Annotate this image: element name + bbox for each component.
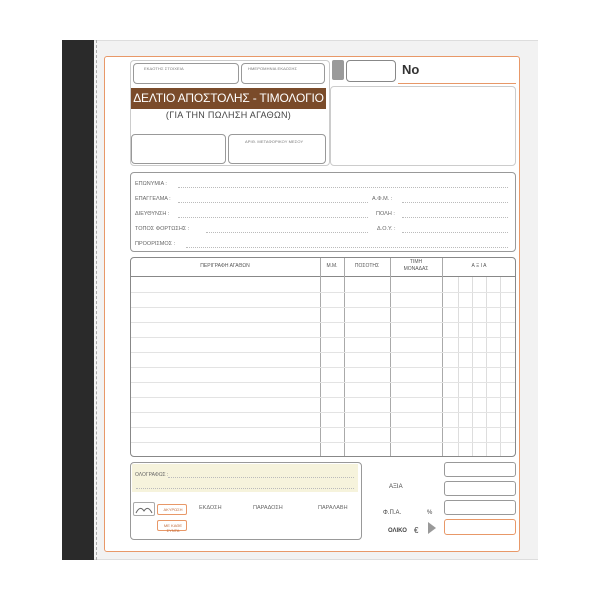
destination-label: ΠΡΟΟΡΙΣΜΟΣ : [135, 241, 176, 247]
afm-label: Α.Φ.Μ. : [372, 196, 393, 202]
vat-label: Φ.Π.Α. [383, 510, 402, 516]
city-field[interactable] [402, 217, 508, 218]
table-row[interactable] [131, 367, 515, 368]
loading-place-field[interactable] [206, 232, 368, 233]
col-qty-header: ΠΟΣΟΤΗΣ [354, 263, 380, 269]
series-stamp [332, 60, 344, 80]
epaggelma-label: ΕΠΑΓΓΕΛΜΑ : [135, 196, 171, 202]
document-subtitle: (ΓΙΑ ΤΗΝ ΠΩΛΗΣΗ ΑΓΑΘΩΝ) [165, 110, 292, 120]
col-price-header-2: ΜΟΝΑΔΑΣ [403, 266, 429, 272]
table-row[interactable] [131, 337, 515, 338]
logo-box [133, 502, 155, 516]
city-label: ΠΟΛΗ : [376, 211, 395, 217]
table-row[interactable] [131, 292, 515, 293]
value-total-label: ΑΞΙΑ [389, 484, 403, 490]
arrow-right-icon [428, 522, 436, 534]
table-row[interactable] [131, 352, 515, 353]
amount-words-field-2[interactable] [136, 488, 354, 489]
document-title: ΔΕΛΤΙΟ ΑΠΟΣΤΟΛΗΣ - ΤΙΜΟΛΟΓΙΟ [131, 88, 326, 109]
delivery-signature-label: ΠΑΡΑΔΟΣΗ [253, 505, 283, 511]
table-row[interactable] [131, 307, 515, 308]
vehicle-field-label: ΑΡΙΘ. ΜΕΤΑΦΟΡΙΚΟΥ ΜΕΣΟΥ [245, 139, 304, 144]
col-price-header-1: ΤΙΜΗ [409, 259, 423, 265]
amount-words-label: ΟΛΟΓΡΑΦΩΣ : [135, 472, 169, 478]
note-badge [157, 520, 187, 531]
vat-box[interactable] [444, 500, 516, 515]
eponymia-field[interactable] [178, 187, 508, 188]
doy-label: Δ.Ο.Υ. : [377, 226, 396, 232]
destination-field[interactable] [186, 247, 508, 248]
customer-section [130, 172, 516, 252]
notes-field[interactable] [131, 134, 226, 164]
issuer-field-label: ΕΚΔΟΤΗΣ ΣΤΟΙΧΕΙΑ [144, 66, 184, 71]
number-field[interactable] [398, 60, 516, 84]
amount-words-field[interactable] [168, 477, 354, 478]
table-row[interactable] [131, 322, 515, 323]
vat-percent-label: % [427, 510, 433, 516]
eponymia-label: ΕΠΩΝΥΜΙΑ : [135, 181, 167, 187]
cancel-badge [157, 504, 187, 515]
afm-field[interactable] [402, 202, 508, 203]
table-row[interactable] [131, 382, 515, 383]
table-row[interactable] [131, 427, 515, 428]
issue-signature-label: ΕΚΔΟΣΗ [199, 505, 222, 511]
col-value-header: Α Ξ Ι Α [471, 263, 487, 269]
date-field-label: ΗΜΕΡΟΜΗΝΙΑ ΕΚΔΟΣΗΣ [248, 66, 298, 71]
grand-total-box[interactable] [444, 519, 516, 535]
cancel-badge-label: ΑΚΥΡΩΣΗ [163, 507, 183, 512]
address-field[interactable] [178, 217, 368, 218]
epaggelma-field[interactable] [178, 202, 368, 203]
col-description-header: ΠΕΡΙΓΡΑΦΗ ΑΓΑΘΩΝ [200, 263, 250, 269]
perforation-line [96, 40, 97, 560]
value-total-box[interactable] [444, 481, 516, 496]
subtotal-box-top[interactable] [444, 462, 516, 477]
table-row[interactable] [131, 412, 515, 413]
series-field[interactable] [346, 60, 396, 82]
currency-symbol: € [414, 526, 419, 535]
binder-spine [62, 40, 94, 560]
vehicle-field[interactable] [228, 134, 326, 164]
receipt-signature-label: ΠΑΡΑΛΑΒΗ [318, 505, 348, 511]
doy-field[interactable] [402, 232, 508, 233]
address-label: ΔΙΕΥΘΥΝΣΗ : [135, 211, 170, 217]
number-label: No [402, 62, 420, 77]
loading-place-label: ΤΟΠΟΣ ΦΟΡΤΩΣΗΣ : [135, 226, 190, 232]
table-row[interactable] [131, 442, 515, 443]
grand-total-label: ΟΛΙΚΟ [388, 528, 407, 534]
date-field[interactable] [241, 63, 325, 84]
issuer-field[interactable] [133, 63, 239, 84]
recipient-stamp-area [330, 86, 516, 166]
table-row[interactable] [131, 397, 515, 398]
col-unit-header: Μ.Μ. [326, 263, 338, 269]
note-badge-label: ΜΕ ΚΑΘΕ ΣΥΝΤΑ [163, 523, 183, 533]
